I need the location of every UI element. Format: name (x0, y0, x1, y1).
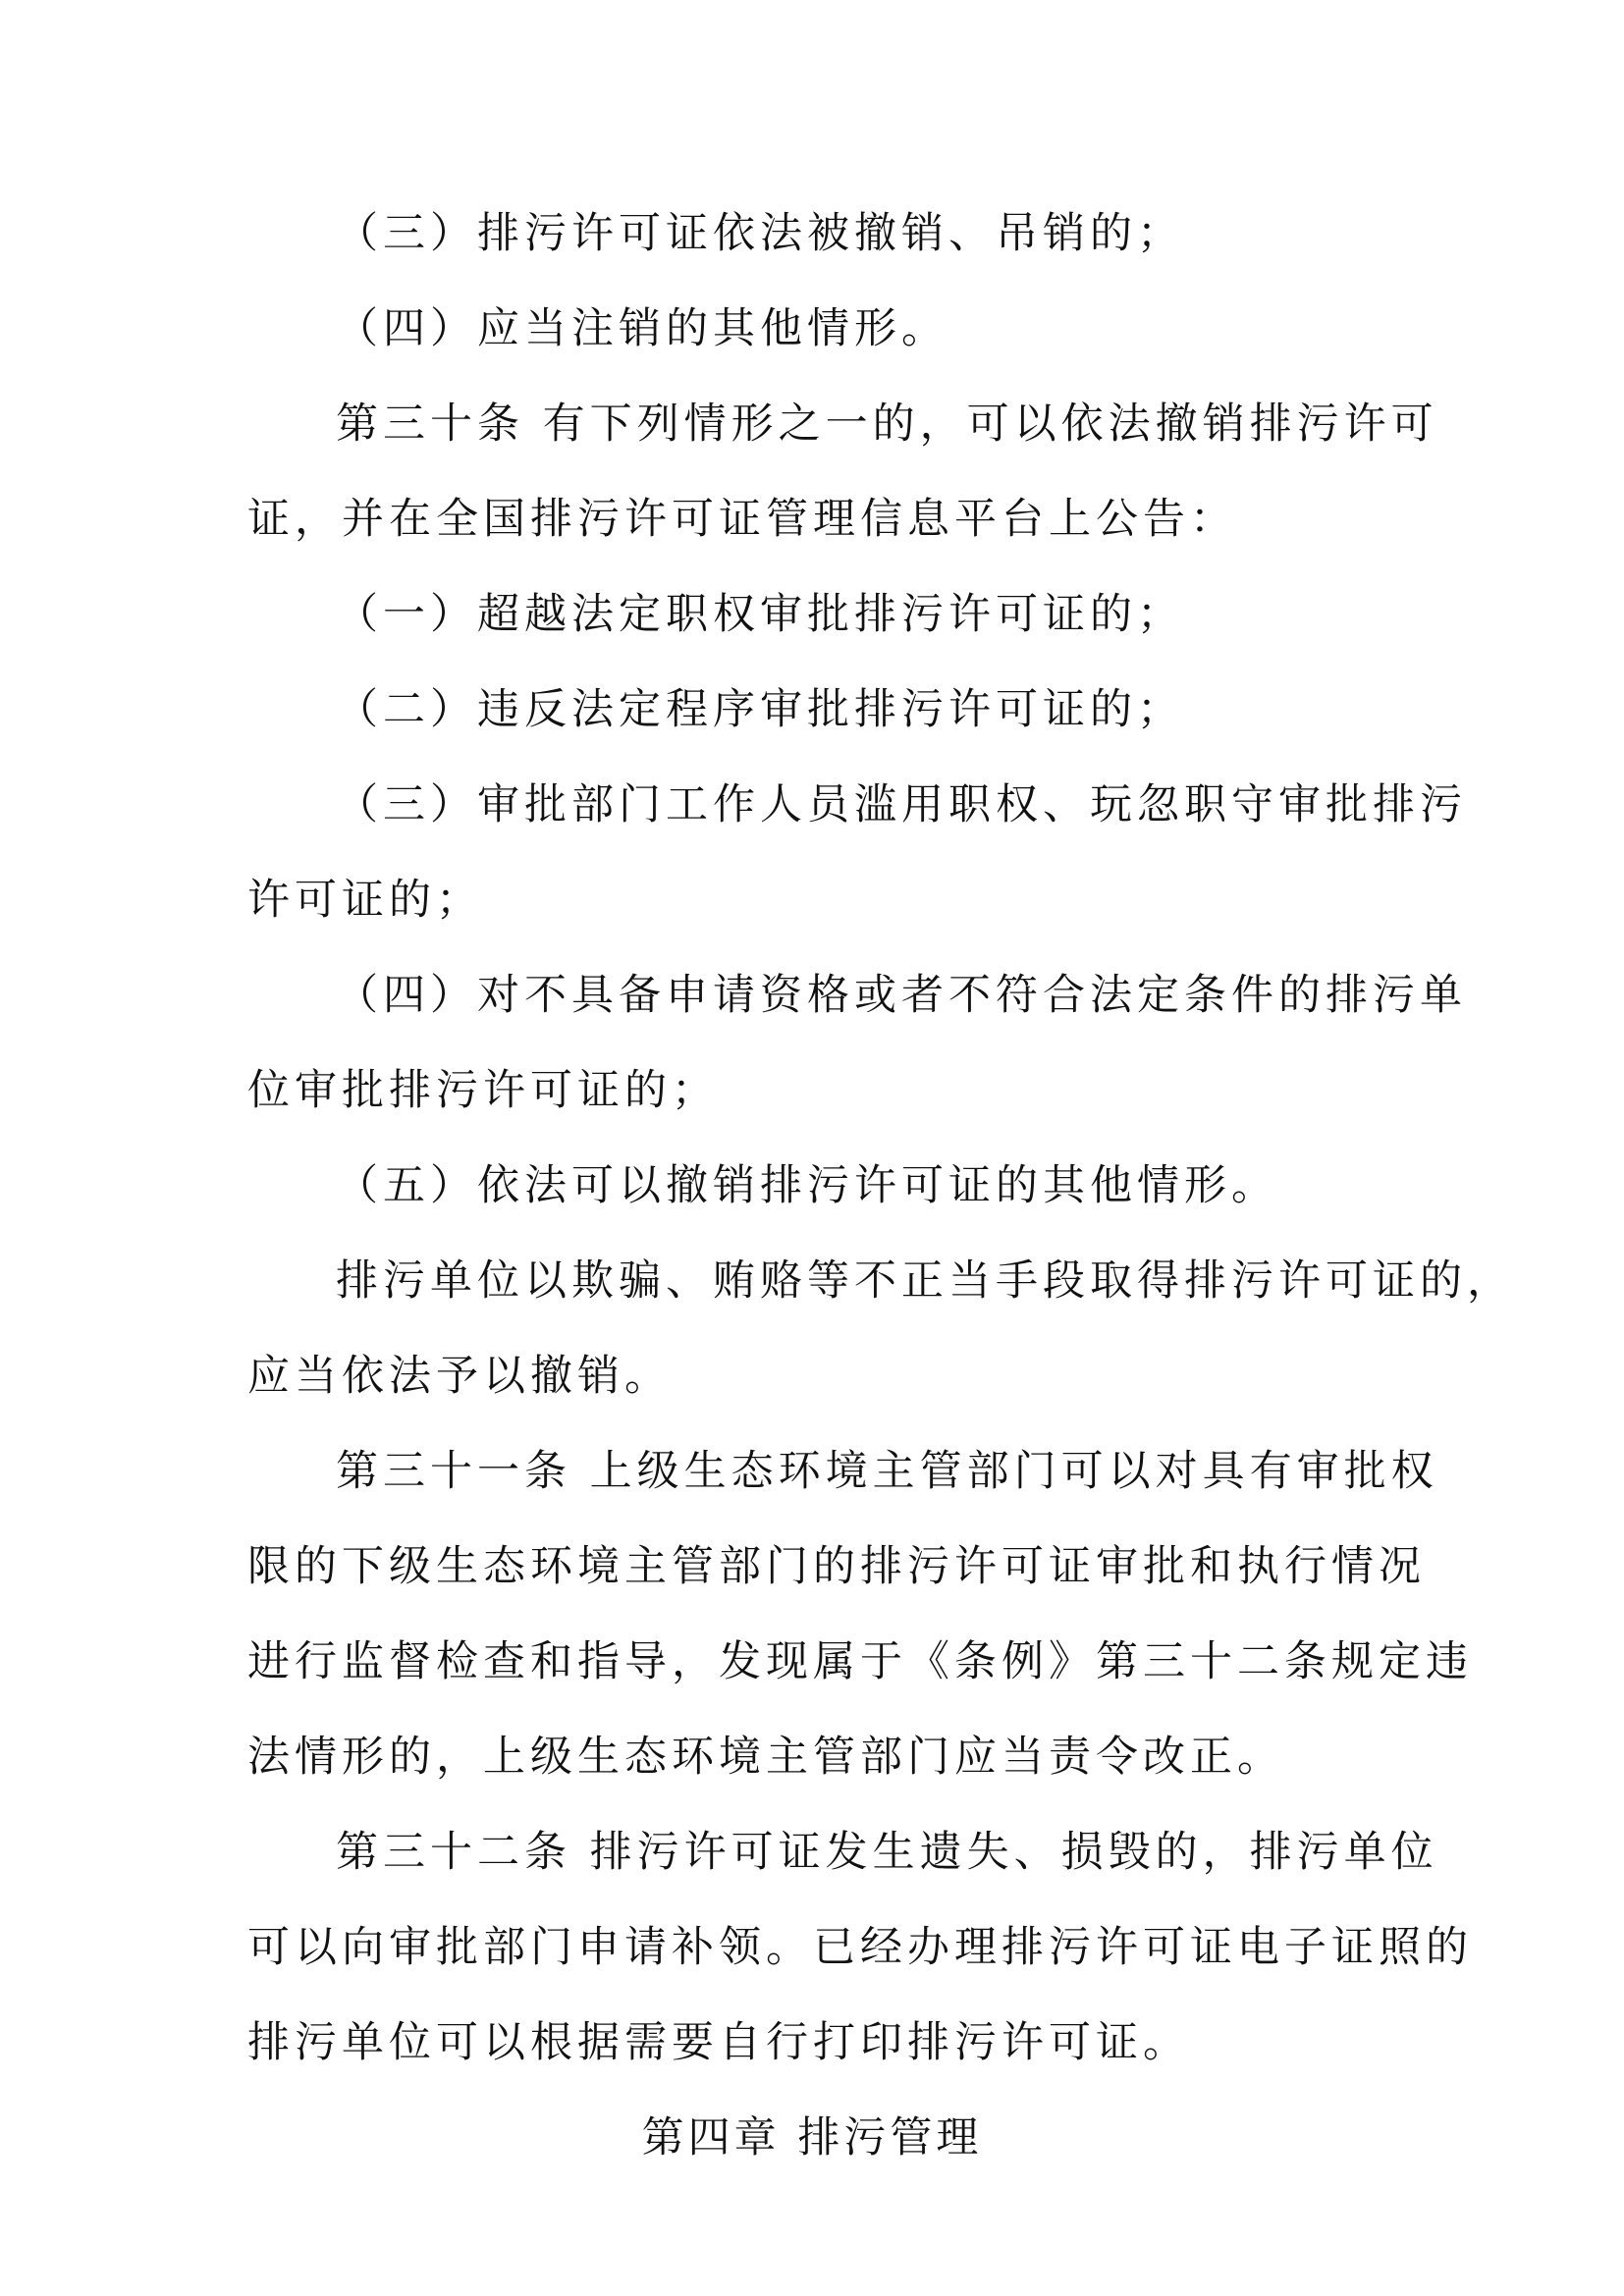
text-line: 证，并在全国排污许可证管理信息平台上公告： (247, 495, 1237, 544)
text-line: 许可证的； (247, 876, 483, 925)
text-line: （四）对不具备申请资格或者不符合法定条件的排污单 (336, 971, 1467, 1020)
text-line: （五）依法可以撤销排污许可证的其他情形。 (336, 1161, 1278, 1210)
text-line: 第三十一条 上级生态环境主管部门可以对具有审批权 (336, 1447, 1438, 1496)
text-line: 位审批排污许可证的； (247, 1066, 719, 1115)
chapter-heading: 第四章 排污管理 (641, 2113, 983, 2163)
text-line: 第三十条 有下列情形之一的，可以依法撤销排污许可 (336, 400, 1438, 449)
text-line: （一）超越法定职权审批排污许可证的； (336, 590, 1184, 639)
text-line: 可以向审批部门申请补领。已经办理排污许可证电子证照的 (247, 1923, 1473, 1972)
text-line: （三）审批部门工作人员滥用职权、玩忽职守审批排污 (336, 780, 1467, 829)
text-line: 限的下级生态环境主管部门的排污许可证审批和执行情况 (247, 1542, 1426, 1591)
text-line: （四）应当注销的其他情形。 (336, 304, 948, 353)
text-line: 排污单位以欺骗、贿赂等不正当手段取得排污许可证的， (336, 1256, 1514, 1306)
text-line: （二）违反法定程序审批排污许可证的； (336, 685, 1184, 734)
text-line: 进行监督检查和指导，发现属于《条例》第三十二条规定违 (247, 1637, 1473, 1686)
text-line: 法情形的，上级生态环境主管部门应当责令改正。 (247, 1733, 1284, 1782)
text-line: 排污单位可以根据需要自行打印排污许可证。 (247, 2018, 1190, 2067)
text-line: （三）排污许可证依法被撤销、吊销的； (336, 209, 1184, 258)
text-line: 应当依法予以撤销。 (247, 1352, 672, 1401)
text-line: 第三十二条 排污许可证发生遗失、损毁的，排污单位 (336, 1828, 1438, 1877)
